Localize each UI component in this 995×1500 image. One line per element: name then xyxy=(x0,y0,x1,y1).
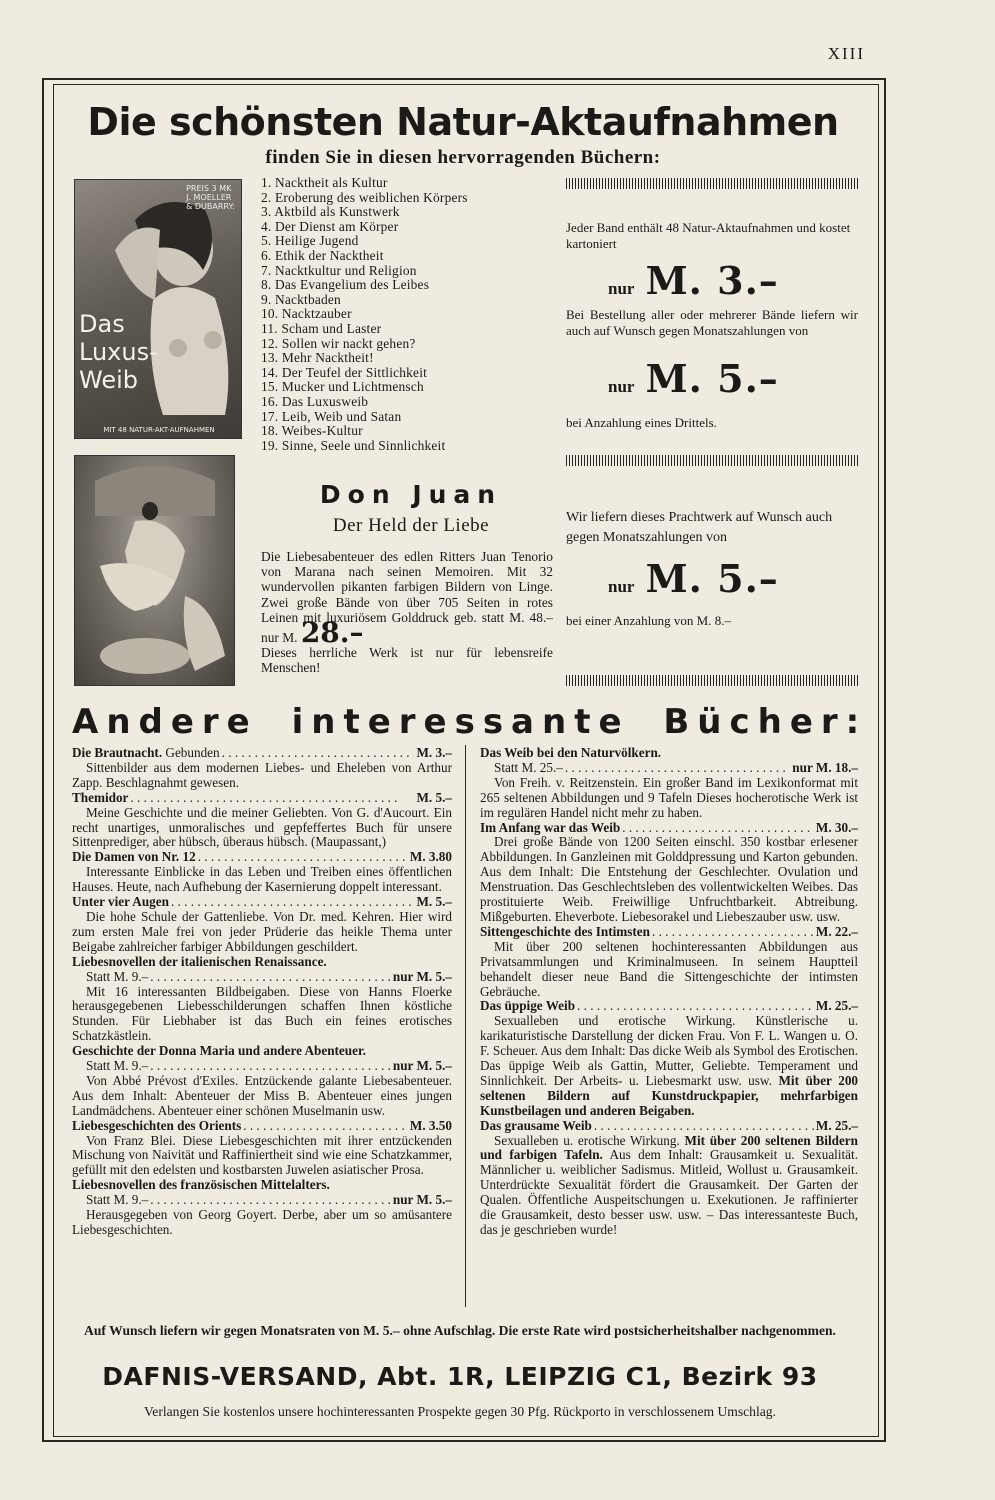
book-entry: Unter vier Augen . . . M. 5.– Die hohe Schule der Gattenliebe. Von Dr. med. Kehren. Hier wird zum ersten Male frei von jeder Prüderie das heikle Thema unter Beigabe zahlreicher farbiger Abbildungen geschildert. xyxy=(72,895,452,955)
cover-image-luxusweib xyxy=(74,179,242,439)
book-list xyxy=(261,176,561,453)
book-entry: Das grausame Weib . . . M. 25.– Sexualleben u. erotische Wirkung. Mit über 200 seltenen Bildern und farbigen Tafeln. Aus dem Inhalt: Grausamkeit u. Sexualität. Männlicher u. weiblicher Sadismus. Mitleid, Wollust u. Grausamkeit. Unterdrückte Sexualität fördert die Grausamkeit. Der Garten der Qualen. Öffentliche Auspeitschungen u. Exekutionen. Je raffinierter die Grausamkeit, desto besser usw. usw. – Das interessanteste Buch, das je geschrieben wurde! xyxy=(480,1119,858,1238)
list-item: 2. Eroberung des weiblichen Körpers xyxy=(261,189,468,205)
cover-title: Das Luxus- Weib xyxy=(79,310,158,394)
book-entry: Liebesnovellen der italienischen Renaissance. Statt M. 9.– . . . nur M. 5.– Mit 16 interessanten Bildbeigaben. Diese von Hanns Floerke herausgegebenen Liebesschilderungen schaffen Ihnen köstliche Stunden. Für Liebhaber ist das Buch ein feines erotisches Schatzkästlein. xyxy=(72,955,452,1044)
offer-text: Wir liefern dieses Prachtwerk auf Wunsch auch gegen Monatszahlungen von xyxy=(566,510,833,545)
don-juan-price: 28.– xyxy=(300,616,364,650)
prospect-note: Verlangen Sie kostenlos unsere hochinteressanten Prospekte gegen 30 Pfg. Rückporto in verschlossenem Umschlag. xyxy=(144,1404,776,1419)
book-entry: Das Weib bei den Naturvölkern. Statt M. 25.– . . . nur M. 18.– Von Freih. v. Reitzenstein. Ein großer Band im Lexikonformat mit 265 seltenen Abbildungen und 9 Tafeln Dieses hocherotische Werk ist im regulären Handel nicht mehr zu haben. xyxy=(480,746,858,821)
section-heading: Andere interessante Bücher: xyxy=(72,702,868,742)
don-juan-illustration xyxy=(74,455,235,686)
book-entry: Die Damen von Nr. 12 . . . M. 3.80 Interessante Einblicke in das Leben und Treiben eines öffentlichen Hauses. Heute, nach Aufhebung der Kasernierung doppelt interessant. xyxy=(72,850,452,895)
price-label: nur M. 5.– xyxy=(608,356,779,401)
company-address: DAFNIS-VERSAND, Abt. 1R, LEIPZIG C1, Bezirk 93 xyxy=(102,1362,818,1391)
list-item: 18. Weibes-Kultur xyxy=(261,423,363,439)
column-divider xyxy=(465,745,466,1307)
list-item: 13. Mehr Nacktheit! xyxy=(261,350,374,366)
book-entry: Die Brautnacht. Gebunden . . . M. 3.– Sittenbilder aus dem modernen Liebes- und Eheleben von Arthur Zapp. Beschlagnahmt gewesen. xyxy=(72,746,452,791)
book-entry: Das üppige Weib . . . M. 25.– Sexualleben und erotische Wirkung. Künstlerische u. karikaturistische Darstellung der dicken Frau. Von F. L. Wangen u. O. F. Scheuer. Aus dem Inhalt: Das dicke Weib als Symbol des Erotischen. Das üppige Weib als Gattin, Mutter, Geliebte. Temperament und Sinnlichkeit. Der Arbeits- u. Liebesmarkt usw. usw. Mit über 200 seltenen Bildern auf Kunstdruckpapier, mehrfarbigen Kunstbeilagen und anderen Beigaben. xyxy=(480,999,858,1118)
book-entry: Liebesgeschichten des Orients . . . M. 3.50 Von Franz Blei. Diese Liebesgeschichten mit ihrer entzückenden Mischung von Naivität und Raffiniertheit sind wie eine Schatzkammer, gefüllt mit den edelsten und kostbarsten Juwelen asiatischer Prosa. xyxy=(72,1119,452,1179)
list-item: 9. Nacktbaden xyxy=(261,291,341,307)
offer-text: bei einer Anzahlung von M. 8.– xyxy=(566,613,731,628)
book-entry: Themidor . . . M. 5.– Meine Geschichte und die meiner Geliebten. Von G. d'Aucourt. Ein recht unartiges, unmoralisches und gepfeffertes Buch für unsere Sittenprediger, aber hübsch, überaus hübsch. (Maupassant,) xyxy=(72,791,452,851)
list-item: 12. Sollen wir nackt gehen? xyxy=(261,335,416,351)
book-entry: Geschichte der Donna Maria und andere Abenteuer. Statt M. 9.– . . . nur M. 5.– Von Abbé Prévost d'Exiles. Entzückende galante Liebesabenteuer. Aus dem Inhalt: Abenteuer der Miss B. Abenteuer eines jungen Landmädchens. Abenteuer einer schönen Muselmanin usw. xyxy=(72,1044,452,1119)
list-item: 19. Sinne, Seele und Sinnlichkeit xyxy=(261,437,446,453)
price-label: nur M. 3.– xyxy=(608,258,779,303)
list-item: 6. Ethik der Nacktheit xyxy=(261,247,384,263)
hatch-divider xyxy=(566,178,858,189)
list-item: 5. Heilige Jugend xyxy=(261,233,359,249)
list-item: 10. Nacktzauber xyxy=(261,306,352,322)
right-column xyxy=(480,746,858,1238)
list-item: 15. Mucker und Lichtmensch xyxy=(261,379,424,395)
book-entry: Liebesnovellen des französischen Mittelalters. Statt M. 9.– . . . nur M. 5.– Herausgegeben von Georg Goyert. Derbe, aber um so amüsantere Liebesgeschichten. xyxy=(72,1178,452,1238)
ad-headline: Die schönsten Natur-Aktaufnahmen xyxy=(87,100,839,144)
list-item: 11. Scham und Laster xyxy=(261,320,382,336)
book-entry: Im Anfang war das Weib . . . M. 30.– Drei große Bände von 1200 Seiten einschl. 350 kostbar erlesener Abbildungen. In Ganzleinen mit Golddpressung und Karton gebunden. Aus dem Inhalt: Die Entstehung der Geschlechter. Ovulation und Menstruation. Das Geschlechtsleben des vollentwickelten Weibes. Das prostituierte Weib. Freiwillige Unfruchtbarkeit. Abtreibung. Mißgeburten. Eheverbote. Liebesorakel und Liebeszauber usw. usw. xyxy=(480,821,858,925)
hatch-divider xyxy=(566,455,858,466)
offer-text: bei Anzahlung eines Drittels. xyxy=(566,415,717,430)
list-item: 1. Nacktheit als Kultur xyxy=(261,175,388,190)
list-item: 8. Das Evangelium des Leibes xyxy=(261,277,430,293)
hatch-divider xyxy=(566,675,858,686)
offer-text: Jeder Band enthält 48 Natur-Aktaufnahmen und kostet kartoniert xyxy=(566,220,851,251)
cover-bottom-text: MIT 48 NATUR-AKT-AUFNAHMEN xyxy=(103,426,215,434)
page-number: XIII xyxy=(827,44,865,63)
don-juan-subtitle: Der Held der Liebe xyxy=(332,515,490,536)
list-item: 17. Leib, Weib und Satan xyxy=(261,408,402,424)
don-juan-note: Dieses herrliche Werk ist nur für lebensreife Menschen! xyxy=(261,645,553,676)
payment-note: Auf Wunsch liefern wir gegen Monatsraten von M. 5.– ohne Aufschlag. Die erste Rate wird postsicherheitshalber nachgenommen. xyxy=(84,1323,836,1338)
list-item: 7. Nacktkultur und Religion xyxy=(261,262,417,278)
list-item: 3. Aktbild als Kunstwerk xyxy=(261,204,400,220)
list-item: 4. Der Dienst am Körper xyxy=(261,218,399,234)
list-item: 16. Das Luxusweib xyxy=(261,393,369,409)
price-label: nur M. 5.– xyxy=(608,556,779,601)
book-entry: Sittengeschichte des Intimsten . . . M. 22.– Mit über 200 seltenen hochinteressanten Abbildungen aus Privatsammlungen und Kriminalmuseen. In seinem Hauptteil behandelt dieser neue Band die Sittengeschichte der intimsten Gebräuche. xyxy=(480,925,858,1000)
don-juan-description: Die Liebesabenteuer des edlen Ritters Juan Tenorio von Marana nach seinen Memoiren. Mit 32 wundervollen pikanten farbigen Bildern von Linge. Zwei große Bände von über 705 Seiten in rotes Leinen mit luxuriösem Golddruck geb. statt M. 48.– nur M. 28.– Dieses herrliche Werk ist nur für lebensreife Menschen! xyxy=(261,549,553,676)
cover-price-text: PREIS 3 MK J. MOELLER & DUBARRY: xyxy=(186,184,235,211)
list-item: 14. Der Teufel der Sittlichkeit xyxy=(261,364,428,380)
offer-text: Bei Bestellung aller oder mehrerer Bände liefern wir auch auf Wunsch gegen Monatszahlungen von xyxy=(566,307,858,338)
left-column xyxy=(72,746,452,1238)
ad-subheadline: finden Sie in diesen hervorragenden Büchern: xyxy=(265,147,661,168)
don-juan-title: Don Juan xyxy=(319,480,503,509)
